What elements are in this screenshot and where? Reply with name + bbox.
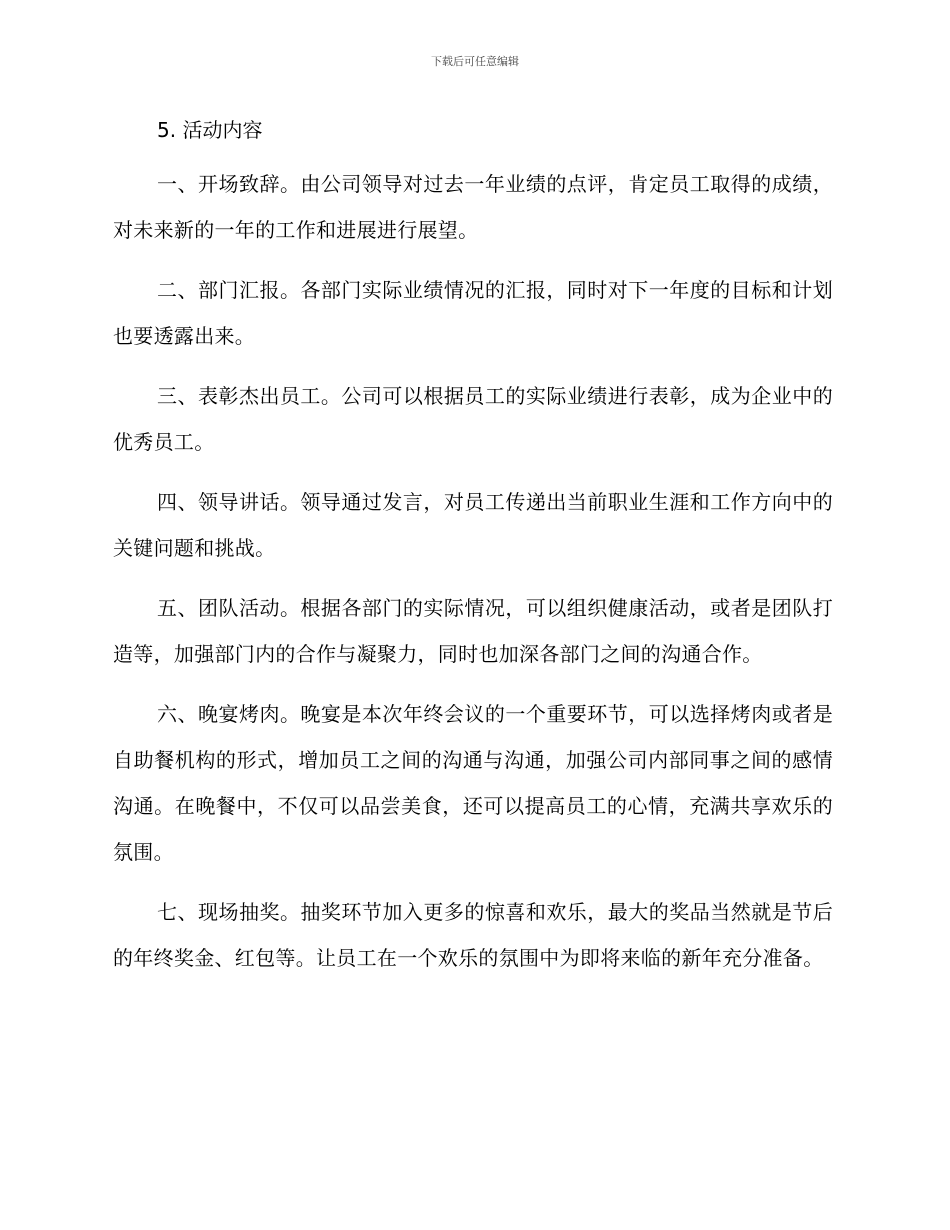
paragraph-opening-speech: 一、开场致辞。由公司领导对过去一年业绩的点评，肯定员工取得的成绩，对未来新的一年的工作和进展进行展望。 bbox=[113, 172, 833, 242]
page-header: 下载后可任意编辑 bbox=[431, 55, 519, 68]
document-body bbox=[113, 110, 833, 995]
paragraph-department-report: 二、部门汇报。各部门实际业绩情况的汇报，同时对下一年度的目标和计划也要透露出来。 bbox=[113, 278, 833, 348]
paragraph-lottery: 七、现场抽奖。抽奖环节加入更多的惊喜和欢乐，最大的奖品当然就是节后的年终奖金、红包等。让员工在一个欢乐的氛围中为即将来临的新年充分准备。 bbox=[113, 900, 833, 970]
section-title: 5. 活动内容 bbox=[157, 118, 263, 142]
paragraph-employee-awards: 三、表彰杰出员工。公司可以根据员工的实际业绩进行表彰，成为企业中的优秀员工。 bbox=[113, 384, 833, 454]
paragraph-team-activity: 五、团队活动。根据各部门的实际情况，可以组织健康活动，或者是团队打造等，加强部门内的合作与凝聚力，同时也加深各部门之间的沟通合作。 bbox=[113, 596, 833, 666]
paragraph-dinner-bbq: 六、晚宴烤肉。晚宴是本次年终会议的一个重要环节，可以选择烤肉或者是自助餐机构的形式，增加员工之间的沟通与沟通，加强公司内部同事之间的感情沟通。在晚餐中，不仅可以品尝美食，还可以提高员工的心情，充满共享欢乐的氛围。 bbox=[113, 702, 833, 864]
paragraph-leader-speech: 四、领导讲话。领导通过发言，对员工传递出当前职业生涯和工作方向中的关键问题和挑战。 bbox=[113, 490, 833, 560]
